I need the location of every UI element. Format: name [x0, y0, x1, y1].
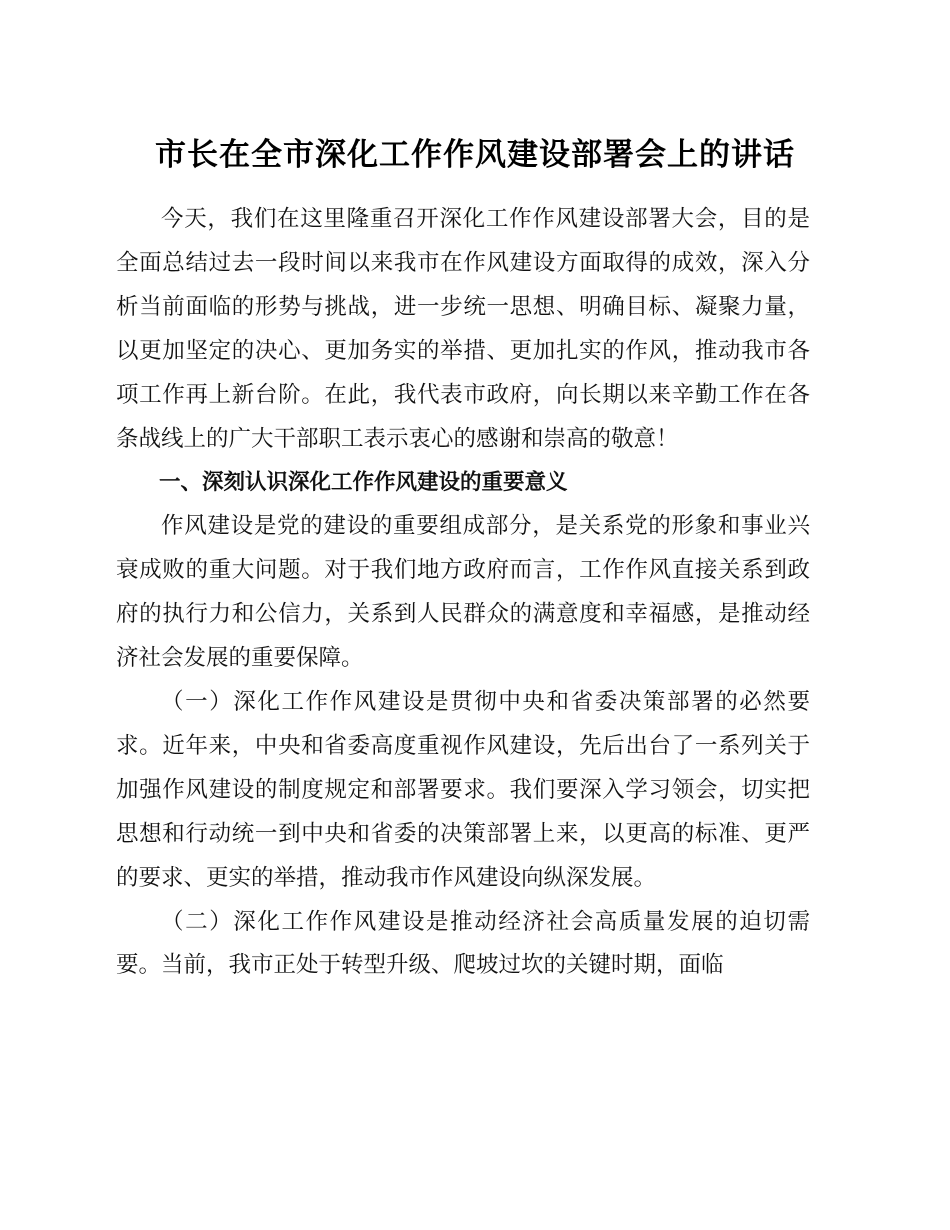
section-heading-1: 一、深刻认识深化工作作风建设的重要意义: [159, 470, 568, 496]
paragraph-opening: 今天，我们在这里隆重召开深化工作作风建设部署大会，目的是全面总结过去一段时间以来我市在作风建设方面取得的成效，深入分析当前面临的形势与挑战，进一步统一思想、明确目标、凝聚力量，以更加坚定的决心、更加务实的举措、更加扎实的作风，推动我市各项工作再上新台阶。在此，我代表市政府，向长期以来辛勤工作在各条战线上的广大干部职工表示衷心的感谢和崇高的敬意！: [116, 206, 810, 452]
document-title: 市长在全市深化工作作风建设部署会上的讲话: [155, 137, 795, 173]
document-body: [116, 198, 810, 988]
paragraph-point-1: （一）深化工作作风建设是贯彻中央和省委决策部署的必然要求。近年来，中央和省委高度重视作风建设，先后出台了一系列关于加强作风建设的制度规定和部署要求。我们要深入学习领会，切实把思想和行动统一到中央和省委的决策部署上来，以更高的标准、更严的要求、更实的举措，推动我市作风建设向纵深发展。: [116, 688, 810, 891]
paragraph-point-2: （二）深化工作作风建设是推动经济社会高质量发展的迫切需要。当前，我市正处于转型升级、爬坡过坎的关键时期，面临: [116, 908, 810, 979]
paragraph-section-1-intro: 作风建设是党的建设的重要组成部分，是关系党的形象和事业兴衰成败的重大问题。对于我们地方政府而言，工作作风直接关系到政府的执行力和公信力，关系到人民群众的满意度和幸福感，是推动经济社会发展的重要保障。: [116, 513, 810, 672]
